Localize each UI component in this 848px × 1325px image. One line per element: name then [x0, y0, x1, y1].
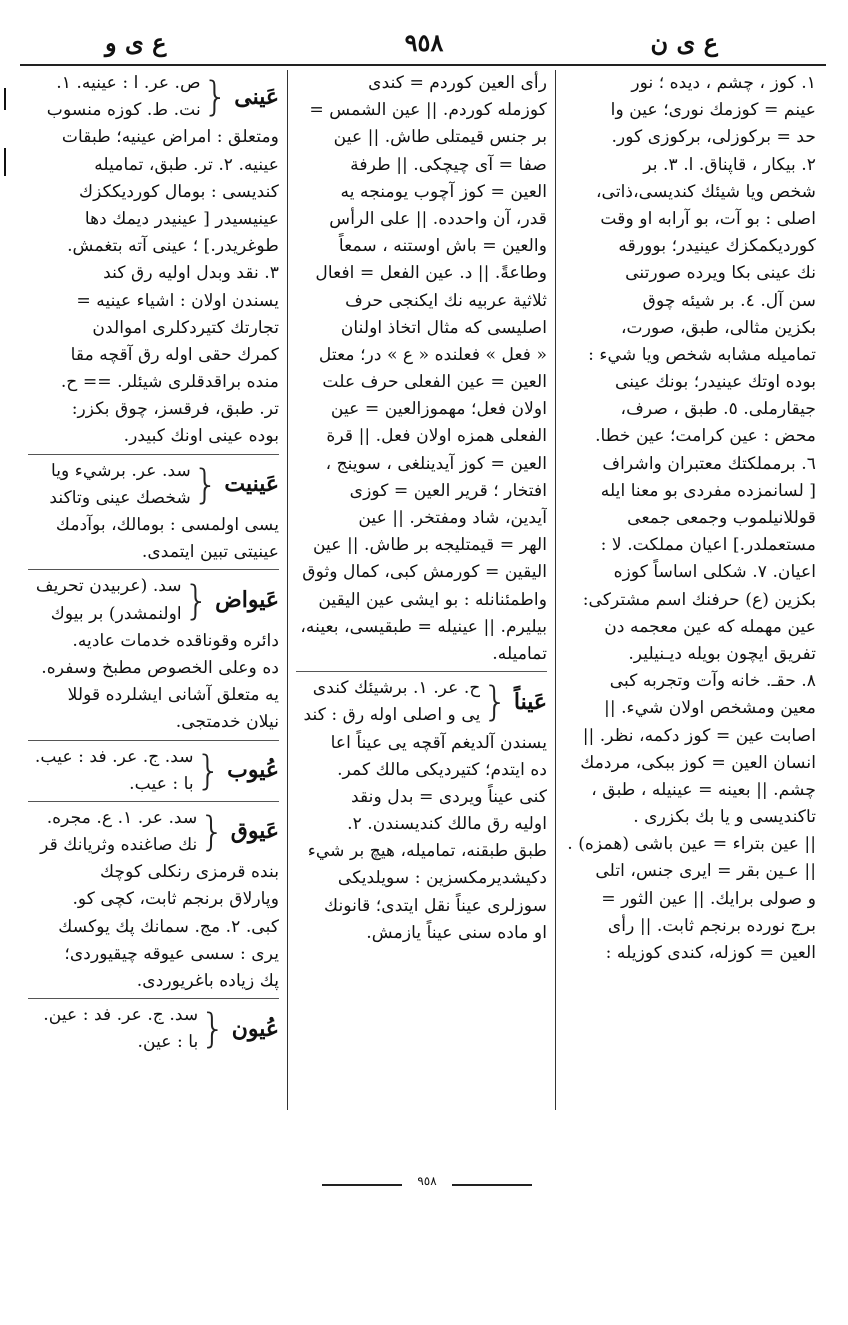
entry-separator — [28, 569, 279, 570]
text-line: سد. ج. عر. فد : عين. — [43, 1005, 199, 1026]
brace-icon: { — [192, 461, 219, 508]
entry-head-lines — [296, 675, 480, 729]
text-line: ح. عر. ١. برشيئك كندى — [312, 678, 481, 699]
header-rule — [20, 64, 826, 66]
text-line: وپارلاق برنجم ثابت، كچى كو. — [72, 889, 279, 910]
text-line: اوليه رق مالك كنديسندن. ٢. — [347, 814, 547, 835]
text-line: بوده عينى اونك كبيدر. — [123, 426, 279, 447]
brace-icon: { — [202, 74, 229, 121]
column-right — [556, 70, 824, 1110]
text-line: اصابت عين = كوز دكمه، نظر. || — [582, 725, 816, 746]
text-line: ١. كوز ، چشم ، ديده ؛ نور — [631, 73, 816, 93]
dictionary-entry — [28, 573, 279, 736]
text-line: طبق طبقنه، تماميله، هيچ بر شيء — [307, 841, 547, 862]
entry-head-lines — [28, 744, 194, 798]
text-line: الهر = قيمتليجه بر طاش. || عين — [312, 535, 547, 556]
text-line: محض : عين كرامت؛ عين خطا. — [595, 426, 816, 447]
margin-mark — [4, 148, 6, 176]
text-line: سد. ج. عر. فد : عيب. — [34, 746, 194, 767]
entry-head-lines — [28, 573, 182, 627]
text-line: ده ايتدم؛ كتيرديكى مالك كمر. — [337, 759, 547, 780]
text-columns — [18, 70, 824, 1110]
entry-head-lines — [28, 1002, 198, 1056]
dictionary-entry — [296, 675, 547, 947]
entry-separator — [296, 671, 547, 672]
text-line: الفعلى همزه اولان فعل. || قرة — [326, 426, 547, 447]
entry-head — [28, 805, 279, 859]
entry-head — [28, 70, 279, 124]
text-line: منده براقدقلرى شيئلر. == ح. — [60, 372, 279, 393]
text-line: عينم = كوزمك نورى؛ عين وا — [610, 100, 816, 121]
text-line: صفا = آى چيچكى. || طرفة — [350, 154, 547, 175]
text-line: العين = كوز آچوب يومنجه يه — [340, 181, 547, 202]
text-line: كنديسى : بومال كورديككزك — [78, 181, 279, 202]
headword: عَيواض — [215, 586, 279, 613]
text-line: قدر، آن واحدده. || على الرأس — [329, 208, 547, 229]
entry-head — [28, 458, 279, 512]
headword: عَينيت — [224, 471, 279, 498]
entry-head-lines — [28, 458, 191, 512]
text-line: دكيشديرمكسزين : سويلديكى — [337, 868, 547, 889]
text-line: العين = كوز آيدينلغى ، سوينج ، — [325, 453, 547, 474]
text-line: قوللانيلموب وجمعى جمعى — [627, 508, 816, 528]
text-line: ٣. نقد وبدل اوليه رق كند — [103, 263, 279, 284]
text-line: كمرك حقى اوله رق آقچه مقا — [70, 344, 279, 365]
text-line: رأى العين كوردم = كندى — [368, 73, 547, 93]
text-line: تر. طبق، فرقسز، چوق بكزر: — [71, 399, 279, 420]
text-line: برج نورده برنجم ثابت. || رأى — [607, 915, 816, 936]
text-line: يه متعلق آشانى ايشلرده قوللا — [67, 685, 279, 706]
text-line: العين = كوزله، كندى كوزيله : — [605, 943, 816, 963]
text-line: بيليرم. || عينيله = طبقيسى، بعينه، — [300, 616, 547, 637]
text-line: نك عينى بكا ويرده صورتنى — [625, 263, 816, 284]
entry-head — [296, 675, 547, 729]
headword: عَينى — [234, 83, 279, 110]
text-line: سد. عر. ١. ع. مجره. — [46, 807, 198, 828]
entry-separator — [28, 998, 279, 999]
text-line: ٨. حقـ. خانه وآت وتجربه كبى — [609, 671, 816, 692]
text-line: « فعل » فعلنده « ع » در؛ معتل — [318, 344, 547, 365]
text-line: جيقارملى. ٥. طبق ، صرف، — [620, 399, 816, 420]
text-line: بر جنس قيمتلى طاش. || عين — [333, 127, 547, 148]
text-line: تجارتك كتيردكلرى اموالدن — [92, 317, 279, 338]
entry-separator — [28, 740, 279, 741]
text-line: يى و اصلى اوله رق : كند — [303, 705, 481, 726]
text-line: و صولى برايك. || عين الثور = — [601, 888, 816, 909]
text-line: عينيسيدر [ عينيدر ديمك دها — [84, 208, 279, 229]
headword: عُيوب — [227, 757, 279, 784]
dictionary-entry — [28, 458, 279, 567]
text-line: كبى. ٢. مج. سمانك پك يوكسك — [58, 916, 279, 937]
text-line: افتخار ؛ قرير العين = كوزى — [349, 480, 547, 501]
text-line: والعين = باش اوستنه ، سمعاً — [338, 236, 547, 257]
text-line: حد = بركوزلى، بركوزى كور. — [611, 127, 816, 148]
text-line: چشم. || بعينه = عينيله ، طبق ، — [591, 779, 816, 800]
text-line: انسان العين = كوز ببكى، مردمك — [580, 752, 816, 773]
column-middle — [288, 70, 556, 1110]
text-line: پك زياده باغريوردى. — [136, 971, 279, 991]
text-line: كنى عيناً ويردى = بدل ونقد — [350, 786, 547, 807]
text-line: با : عين. — [137, 1032, 199, 1053]
text-line: نيلان خدمتجى. — [175, 712, 279, 733]
text-line: شخص ويا شيئك كنديسى،ذاتى، — [596, 181, 816, 202]
page-number: ٩٥٨ — [404, 28, 444, 57]
dictionary-entry — [28, 744, 279, 798]
headword: عُيون — [231, 1015, 279, 1042]
entry-separator — [28, 801, 279, 802]
brace-icon: { — [200, 1006, 226, 1053]
text-line: ومتعلق : امراض عينيه؛ طبقات — [61, 127, 279, 148]
text-line: اصليسى كه مثال اتخاذ اولنان — [340, 317, 547, 338]
text-line: كوزمله كوردم. || عين الشمس = — [309, 100, 547, 121]
text-line: اولان فعل؛ مهموزالعين = عين — [330, 399, 547, 420]
header-left-guide: ع ى و — [105, 28, 167, 57]
text-line: سوزلرى عيناً نقل ايتدى؛ قانونك — [323, 895, 547, 916]
headword: عَيناً — [513, 688, 547, 715]
margin-mark — [4, 88, 6, 110]
text-line: ده وعلى الخصوص مطبخ وسفره. — [41, 657, 279, 678]
text-line: يرى : سسى عيوقه چيقيوردى؛ — [64, 943, 279, 964]
text-line: ٢. بيكار ، قاپناق. ا. ٣. بر — [643, 154, 816, 175]
text-line: آيدين، شاد ومفتخر. || عين — [358, 508, 547, 528]
text-line: بكزين مثالى، طبق، صورت، — [620, 317, 816, 338]
text-line: عين مهمله كه عين معجمه دن — [604, 616, 816, 637]
header-right-guide: ع ى ن — [650, 28, 718, 57]
ornament-rule-right — [452, 1184, 532, 1186]
dictionary-entry — [28, 1002, 279, 1056]
text-line: عينيه. ٢. تر. طبق، تماميله — [94, 154, 279, 175]
text-line: مستعملدر.] اعيان مملكت. لا : — [600, 535, 816, 556]
text-line: يسندن اولان : اشياء عينيه = — [76, 290, 279, 311]
text-line: سد. (عربيدن تحريف — [35, 576, 182, 597]
text-line: با : عيب. — [129, 773, 194, 794]
text-line: اعيان. ٧. شكلى اساساً كوزه — [613, 562, 816, 583]
brace-icon: { — [183, 577, 210, 624]
page-header — [20, 28, 828, 64]
text-line: تفريق ايچون بويله ديـنيلير. — [628, 643, 816, 664]
entry-head — [28, 744, 279, 798]
text-line: شخصك عينى وتاكند — [49, 487, 191, 508]
text-line: اولنمشدر) بر بيوك — [50, 603, 182, 624]
brace-icon: { — [482, 679, 508, 726]
entry-separator — [28, 454, 279, 455]
dictionary-entry — [28, 805, 279, 995]
entry-head-lines — [28, 70, 201, 124]
column-left — [20, 70, 288, 1110]
headword: عَيوق — [230, 818, 279, 845]
text-line: تماميله. — [492, 643, 547, 664]
text-line: عينيتى تبين ايتمدى. — [141, 542, 279, 563]
entry-head — [28, 1002, 279, 1056]
entry-head — [28, 573, 279, 627]
brace-icon: { — [195, 747, 222, 794]
text-line: اصلى : بو آت، بو آرابه او وقت — [600, 208, 816, 229]
text-line: يسى اولمسى : بومالك، بوآدمك — [55, 515, 279, 535]
text-line: ثلاثية عربيه نك ايكنجى حرف — [345, 290, 547, 311]
text-line: معين ومشخص اولان شيء. || — [604, 698, 816, 719]
text-line: سد. عر. برشيء ويا — [51, 460, 191, 481]
footer-ornament — [322, 1174, 532, 1190]
text-line: العين = عين الفعلى حرف علت — [322, 372, 547, 393]
text-line: ص. عر. ا : عينيه. ١. — [56, 73, 201, 93]
ornament-rule-left — [322, 1184, 402, 1186]
text-line: اليقين = كورمش كبى، كمال وثوق — [302, 562, 547, 583]
text-line: بكزين (ع) حرفنك اسم مشتركى: — [582, 589, 816, 610]
text-line: تماميله مشابه شخص ويا شيء : — [588, 344, 816, 365]
text-line: واطمئنانله : بو ايشى عين اليقين — [318, 589, 547, 610]
text-line: تاكنديسى و يا بك بكزرى . — [633, 807, 816, 828]
dictionary-entry — [28, 70, 279, 451]
text-line: ٦. برمملكتك معتبران واشراف — [602, 453, 816, 474]
text-line: سن آل. ٤. بر شيئه چوق — [642, 290, 816, 311]
entry-head-lines — [28, 805, 197, 859]
text-line: || عـين بقر = ايرى جنس، اتلى — [595, 861, 816, 882]
text-line: نت. ط. كوزه منسوب — [46, 100, 201, 121]
text-line: [ لسانمزده مفردى بو معنا ايله — [600, 480, 816, 501]
brace-icon: { — [199, 809, 225, 856]
text-line: دائره وقوناقده خدمات عاديه. — [72, 630, 279, 651]
text-line: كورديكمكزك عينيدر؛ بوورقه — [618, 236, 816, 257]
text-line: يسندن آلديغم آقچه يى عيناً اعا — [330, 732, 547, 753]
ornament-center: ٩٥٨ — [417, 1174, 437, 1188]
text-line: نك صاغنده وثريانك قر — [40, 835, 198, 856]
text-line: وطاعةً. || د. عين الفعل = افعال — [315, 263, 547, 284]
text-line: || عين بتراء = عين باشى (همزه) . — [567, 834, 816, 855]
text-line: او ماده سنى عيناً يازمش. — [366, 922, 547, 943]
text-line: بوده اوتك عينيدر؛ بونك عينى — [614, 372, 816, 393]
text-line: بنده قرمزى رنكلى كوچك — [100, 862, 279, 883]
text-line: طوغريدر.] ؛ عينى آته بتغمش. — [67, 236, 279, 257]
